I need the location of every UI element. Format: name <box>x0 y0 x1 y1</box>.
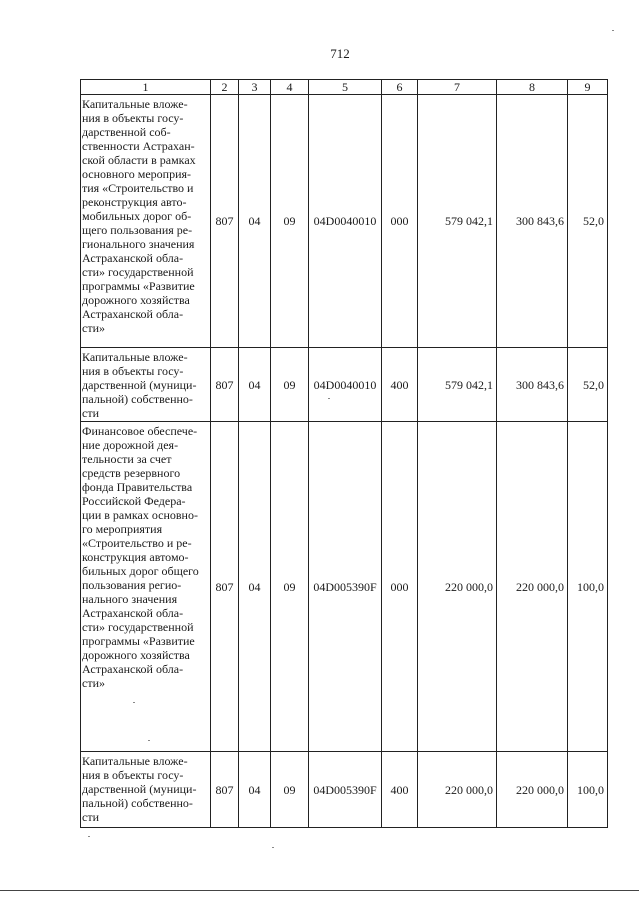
header-cell: 6 <box>382 80 418 95</box>
header-cell: 8 <box>497 80 568 95</box>
name-line: ственности Астрахан- <box>82 139 195 153</box>
row-name-cell <box>81 752 211 828</box>
name-line: Астраханской обла- <box>82 307 184 321</box>
name-line: реконструкция авто- <box>82 195 187 209</box>
scan-speck <box>148 740 150 741</box>
name-line: программы «Развитие <box>82 279 195 293</box>
name-line: дарственной соб- <box>82 125 171 139</box>
name-line: Капитальные вложе- <box>82 350 188 364</box>
name-line: пользования регио- <box>82 578 182 592</box>
name-line: ции в рамках основно- <box>82 508 198 522</box>
rz-cell: 04 <box>239 95 271 348</box>
csr-cell: 04D0040010 <box>309 95 382 348</box>
pr-cell: 09 <box>271 95 309 348</box>
name-line: мобильных дорог об- <box>82 209 192 223</box>
name-line: тия «Строительство и <box>82 181 194 195</box>
percent-cell: 100,0 <box>568 422 608 752</box>
header-cell: 1 <box>81 80 211 95</box>
fact-cell: 220 000,0 <box>497 422 568 752</box>
name-line: сти <box>82 406 99 420</box>
name-line: ской области в рамках <box>82 153 196 167</box>
name-line: средств резервного <box>82 466 181 480</box>
table-row <box>81 95 608 348</box>
vr-cell: 400 <box>382 752 418 828</box>
percent-cell: 100,0 <box>568 752 608 828</box>
rz-cell: 04 <box>239 348 271 422</box>
vr-cell: 000 <box>382 422 418 752</box>
scan-speck <box>88 836 90 837</box>
name-line: сти <box>82 810 99 824</box>
gr-cell: 807 <box>211 95 239 348</box>
name-line: бильных дорог общего <box>82 564 199 578</box>
name-line: гионального значения <box>82 237 195 251</box>
name-line: Астраханской обла- <box>82 606 184 620</box>
csr-cell: 04D0040010 <box>309 348 382 422</box>
name-line: нального значения <box>82 592 178 606</box>
name-line: ния в объекты госу- <box>82 111 184 125</box>
fact-cell: 300 843,6 <box>497 95 568 348</box>
plan-cell: 220 000,0 <box>418 422 497 752</box>
scan-speck <box>328 398 330 399</box>
percent-cell: 52,0 <box>568 348 608 422</box>
name-line: фонда Правительства <box>82 480 193 494</box>
pr-cell: 09 <box>271 422 309 752</box>
row-name-cell <box>81 348 211 422</box>
name-line: сти» государственной <box>82 620 194 634</box>
name-line: пальной) собственно- <box>82 796 193 810</box>
vr-cell: 000 <box>382 95 418 348</box>
pr-cell: 09 <box>271 348 309 422</box>
gr-cell: 807 <box>211 752 239 828</box>
name-line: Капитальные вложе- <box>82 754 188 768</box>
page-number: 712 <box>330 46 350 61</box>
fact-cell: 220 000,0 <box>497 752 568 828</box>
row-name-cell <box>81 95 211 348</box>
name-line: дарственной (муници- <box>82 378 197 392</box>
name-line: «Строительство и ре- <box>82 536 192 550</box>
gr-cell: 807 <box>211 422 239 752</box>
gr-cell: 807 <box>211 348 239 422</box>
scan-speck <box>612 30 614 31</box>
csr-cell: 04D005390F <box>309 422 382 752</box>
plan-cell: 220 000,0 <box>418 752 497 828</box>
header-cell: 4 <box>271 80 309 95</box>
name-line: дарственной (муници- <box>82 782 197 796</box>
name-line: сти» <box>82 676 105 690</box>
rz-cell: 04 <box>239 422 271 752</box>
name-line: Финансовое обеспече- <box>82 424 198 438</box>
name-line: пальной) собственно- <box>82 392 193 406</box>
name-line: ния в объекты госу- <box>82 364 184 378</box>
name-line: ние дорожной дея- <box>82 438 179 452</box>
name-line: ния в объекты госу- <box>82 768 184 782</box>
name-line: дорожного хозяйства <box>82 293 190 307</box>
header-cell: 3 <box>239 80 271 95</box>
header-row <box>81 80 608 95</box>
scan-speck <box>133 702 135 703</box>
name-line: сти» <box>82 321 105 335</box>
table-row <box>81 348 608 422</box>
rz-cell: 04 <box>239 752 271 828</box>
table-row <box>81 752 608 828</box>
name-line: Астраханской обла- <box>82 251 184 265</box>
header-cell: 7 <box>418 80 497 95</box>
name-line: Российской Федера- <box>82 494 186 508</box>
percent-cell: 52,0 <box>568 95 608 348</box>
header-cell: 5 <box>309 80 382 95</box>
budget-table <box>80 79 608 828</box>
name-line: программы «Развитие <box>82 634 195 648</box>
name-line: Капитальные вложе- <box>82 97 188 111</box>
name-line: щего пользования ре- <box>82 223 193 237</box>
row-name-cell <box>81 422 211 752</box>
fact-cell: 300 843,6 <box>497 348 568 422</box>
scan-speck <box>272 847 274 848</box>
plan-cell: 579 042,1 <box>418 348 497 422</box>
plan-cell: 579 042,1 <box>418 95 497 348</box>
name-line: основного мероприя- <box>82 167 192 181</box>
header-cell: 9 <box>568 80 608 95</box>
scan-edge-line <box>0 890 639 891</box>
name-line: сти» государственной <box>82 265 194 279</box>
name-line: тельности за счет <box>82 452 172 466</box>
vr-cell: 400 <box>382 348 418 422</box>
pr-cell: 09 <box>271 752 309 828</box>
name-line: Астраханской обла- <box>82 662 184 676</box>
csr-cell: 04D005390F <box>309 752 382 828</box>
table-row <box>81 422 608 752</box>
name-line: дорожного хозяйства <box>82 648 190 662</box>
name-line: го мероприятия <box>82 522 163 536</box>
name-line: конструкция автомо- <box>82 550 189 564</box>
header-cell: 2 <box>211 80 239 95</box>
